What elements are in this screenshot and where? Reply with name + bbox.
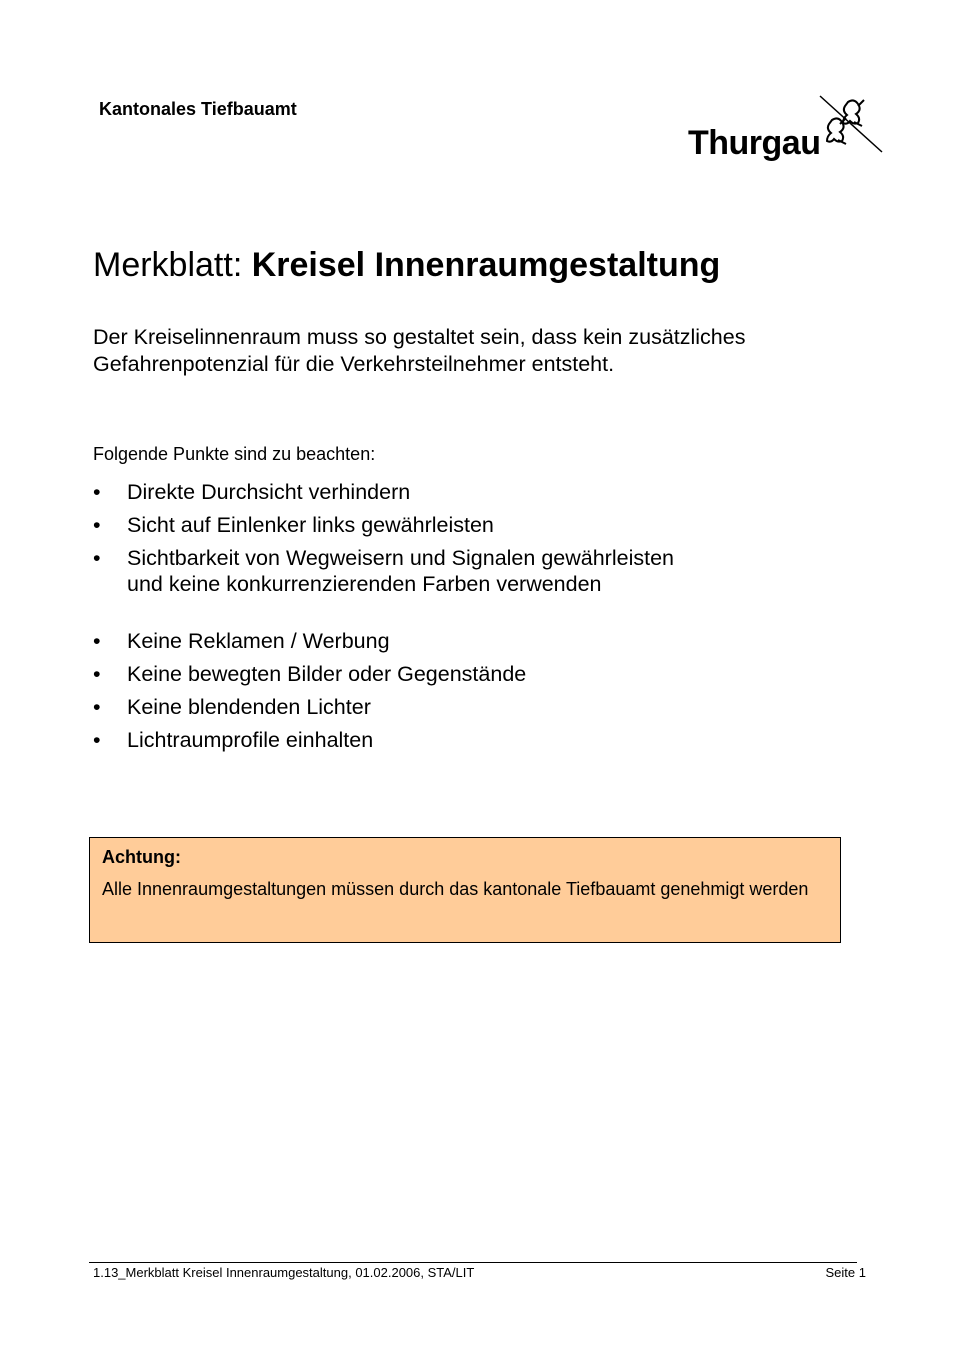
requirements-list-1: [93, 479, 674, 604]
list-item: • Sicht auf Einlenker links gewährleisten: [93, 512, 674, 538]
intro-paragraph: [93, 324, 853, 378]
list-item-line: Sichtbarkeit von Wegweisern und Signalen gewährleisten: [127, 546, 674, 570]
list-item: • Keine blendenden Lichter: [93, 694, 526, 720]
requirements-list-2: [93, 628, 526, 760]
organization-name: Kantonales Tiefbauamt: [99, 99, 297, 119]
notice-box: [89, 837, 841, 943]
notice-title: Achtung:: [102, 847, 181, 867]
footer-divider: [89, 1262, 857, 1263]
list-lead: Folgende Punkte sind zu beachten:: [93, 444, 376, 464]
intro-line: Der Kreiselinnenraum muss so gestaltet sein, dass kein zusätzliches: [93, 325, 746, 349]
notice-body: Alle Innenraumgestaltungen müssen durch das kantonale Tiefbauamt genehmigt werden: [102, 879, 809, 899]
logo-wordmark: Thurgau: [688, 124, 821, 162]
list-item: • Direkte Durchsicht verhindern: [93, 479, 674, 505]
thurgau-logo: [688, 94, 888, 166]
list-item: • Lichtraumprofile einhalten: [93, 727, 526, 753]
list-item: • Keine Reklamen / Werbung: [93, 628, 526, 654]
footer-page-number: Seite 1: [825, 1265, 866, 1280]
page-title: [93, 246, 720, 285]
lions-emblem-icon: [818, 94, 884, 154]
title-main: Kreisel Innenraumgestaltung: [251, 246, 721, 284]
list-item: [93, 545, 674, 597]
title-prefix: Merkblatt:: [93, 246, 243, 284]
intro-line: Gefahrenpotenzial für die Verkehrsteilnehmer entsteht.: [93, 352, 615, 376]
list-item: • Keine bewegten Bilder oder Gegenstände: [93, 661, 526, 687]
list-item-line: und keine konkurrenzierenden Farben verwenden: [127, 572, 602, 596]
footer-document-info: 1.13_Merkblatt Kreisel Innenraumgestaltung, 01.02.2006, STA/LIT: [93, 1265, 475, 1280]
